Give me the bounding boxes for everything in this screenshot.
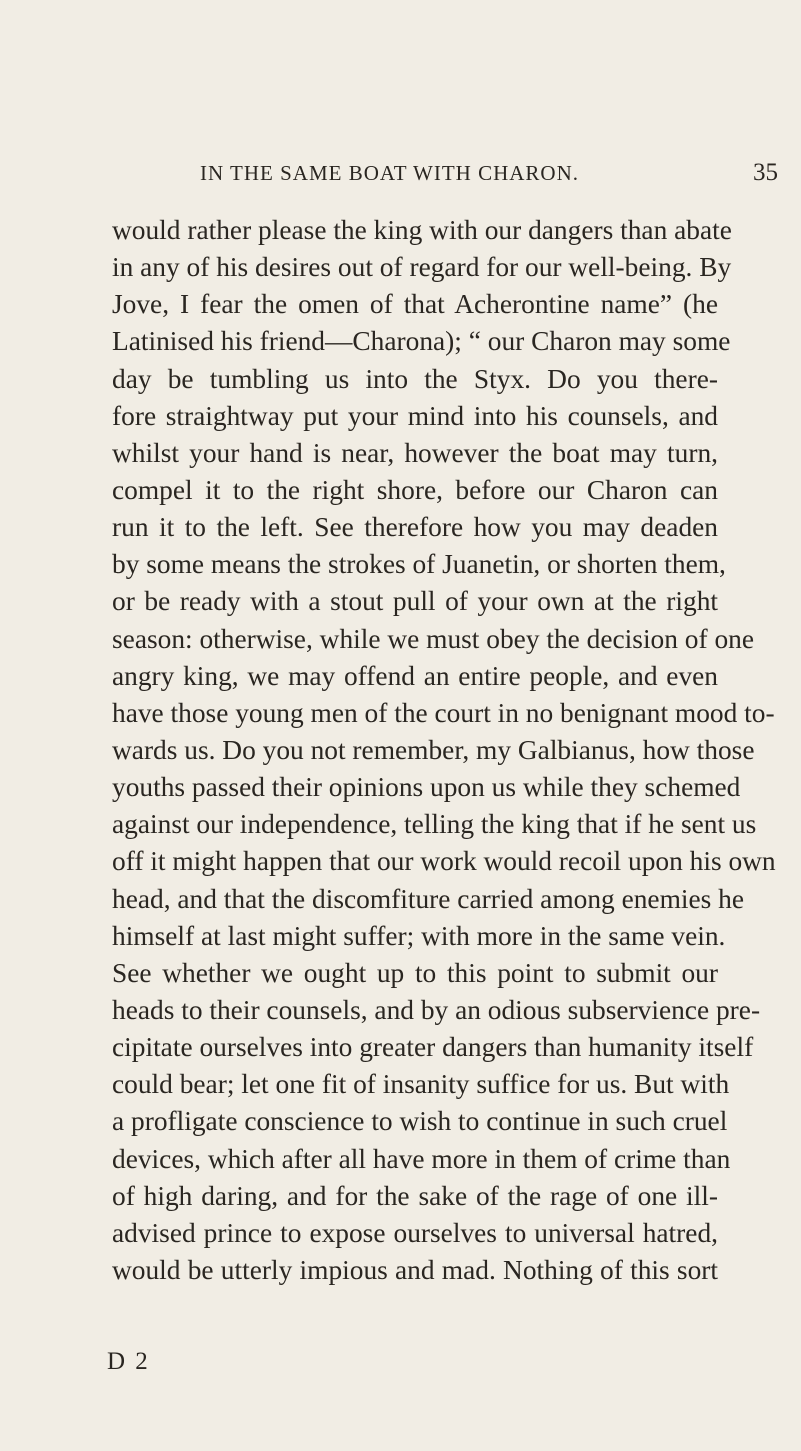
text-line: devices, which after all have more in them of crime than [112,1143,731,1174]
text-line: cipitate ourselves into greater dangers than humanity itself [112,1032,754,1063]
text-line: day be tumbling us into the Styx. Do you there- [112,363,718,394]
text-line: by some means the strokes of Juanetin, or shorten them, [112,549,726,580]
text-line: season: otherwise, while we must obey the decision of one [112,623,755,654]
text-line: a profligate conscience to wish to continue in such cruel [112,1106,728,1137]
text-line: wards us. Do you not remember, my Galbianus, how those [112,734,755,765]
text-line: See whether we ought up to this point to submit our [112,957,718,988]
text-line: Latinised his friend—Charona); “ our Charon may some [112,326,731,357]
text-line: would rather please the king with our dangers than abate [112,215,732,245]
text-line: run it to the left. See therefore how you may deaden [112,512,718,543]
running-head [180,159,778,193]
text-line: compel it to the right shore, before our Charon can [112,474,718,505]
text-line: whilst your hand is near, however the boat may turn, [112,437,718,468]
text-line: have those young men of the court in no benignant mood to- [112,697,775,728]
text-line: would be utterly impious and mad. Nothing of this sort [112,1254,718,1285]
text-line: could bear; let one fit of insanity suffice for us. But with [112,1069,730,1100]
page-number: 35 [753,159,778,186]
text-line: against our independence, telling the king that if he sent us [112,809,757,840]
text-line: head, and that the discomfiture carried among enemies he [112,883,745,914]
text-line: himself at last might suffer; with more in the same vein. [112,920,726,951]
text-line: fore straightway put your mind into his counsels, and [112,400,718,431]
text-line: off it might happen that our work would recoil upon his own [112,846,776,877]
running-title: IN THE SAME BOAT WITH CHARON. [200,161,580,185]
text-line: heads to their counsels, and by an odious subservience pre- [112,994,761,1025]
text-line: or be ready with a stout pull of your own at the right [112,586,718,617]
text-line: in any of his desires out of regard for our well-being. By [112,252,732,283]
text-line: youths passed their opinions upon us while they schemed [112,772,741,803]
text-line: angry king, we may offend an entire people, and even [112,660,718,691]
text-line: advised prince to expose ourselves to universal hatred, [112,1217,718,1248]
signature-mark: D 2 [107,1348,150,1375]
body-text [112,212,776,1289]
text-line: Jove, I fear the omen of that Acherontine name” (he [112,289,718,320]
text-line: of high daring, and for the sake of the rage of one ill- [112,1180,718,1211]
